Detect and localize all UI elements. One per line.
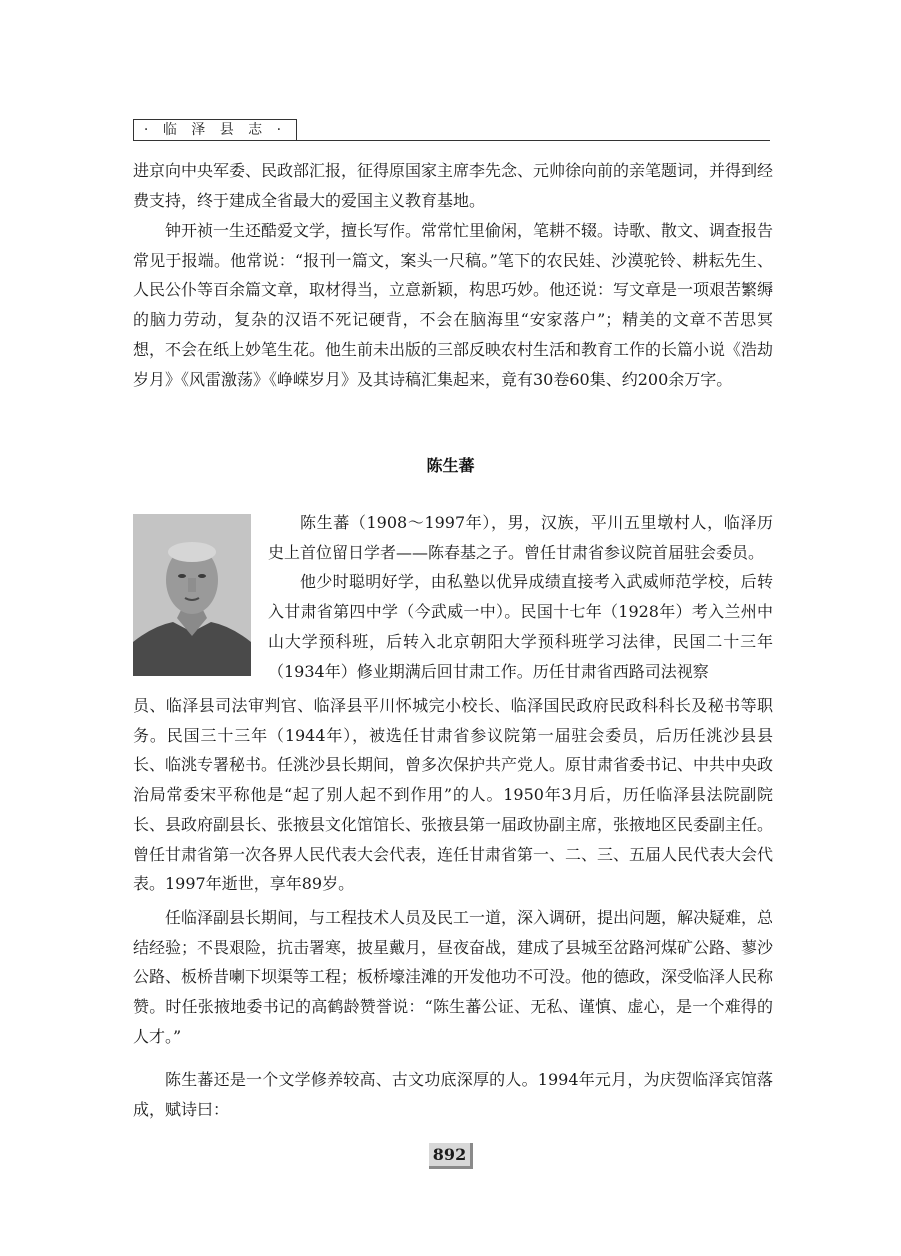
- paragraph-literature: 钟开祯一生还酷爱文学，擅长写作。常常忙里偷闲，笔耕不辍。诗歌、散文、调查报告常见于报端。他常说：“报刊一篇文，案头一尺稿。”笔下的农民娃、沙漠驼铃、耕耘先生、人民公仆等百余篇文章，取材得当，立意新颖，构思巧妙。他还说：写文章是一项艰苦繁缛的脑力劳动，复杂的汉语不死记硬背，不会在脑海里“安家落户”；精美的文章不苦思冥想，不会在纸上妙笔生花。他生前未出版的三部反映农村生活和教育工作的长篇小说《浩劫岁月》《风雷激荡》《峥嵘岁月》及其诗稿汇集起来，竟有30卷60集、约200余万字。: [133, 221, 774, 389]
- portrait-photo: [133, 514, 251, 676]
- biography-paragraph-2-start: 他少时聪明好学，由私塾以优异成绩直接考入武威师范学校，后转入甘肃省第四中学（今武威一中）。民国十七年（1928年）考入兰州中山大学预科班，后转入北京朝阳大学预科班学习法律，民国二十三年（1934年）修业期满后回甘肃工作。历任甘肃省西路司法视察: [268, 572, 773, 681]
- biography-intro: [268, 508, 773, 686]
- running-header-title: · 临 泽 县 志 ·: [133, 119, 297, 141]
- paragraph-literary: 陈生蕃还是一个文学修养较高、古文功底深厚的人。1994年元月，为庆贺临泽宾馆落成，赋诗曰：: [133, 1070, 773, 1119]
- page-number: 892: [429, 1143, 473, 1169]
- portrait-figure-icon: [133, 514, 251, 676]
- section-title: 陈生蕃: [426, 456, 475, 475]
- biography-paragraph-1: 陈生蕃（1908～1997年），男，汉族，平川五里墩村人，临泽历史上首位留日学者——陈春基之子。曾任甘肃省参议院首届驻会委员。: [268, 513, 773, 562]
- biography-paragraph-2-continued: 员、临泽县司法审判官、临泽县平川怀城完小校长、临泽国民政府民政科科长及秘书等职务。民国三十三年（1944年），被选任甘肃省参议院第一届驻会委员，后历任洮沙县县长、临洮专署秘书。任洮沙县长期间，曾多次保护共产党人。原甘肃省委书记、中共中央政治局常委宋平称他是“起了别人起不到作用”的人。1950年3月后，历任临泽县法院副院长、县政府副县长、张掖县文化馆馆长、张掖县第一届政协副主席，张掖地区民委副主任。曾任甘肃省第一次各界人民代表大会代表，连任甘肃省第一、二、三、五届人民代表大会代表。1997年逝世，享年89岁。: [133, 696, 774, 894]
- header-rule: [133, 140, 770, 141]
- paragraph-continued: 进京向中央军委、民政部汇报，征得原国家主席李先念、元帅徐向前的亲笔题词，并得到经费支持，终于建成全省最大的爱国主义教育基地。: [133, 161, 774, 210]
- paragraph-deputy-county-head: 任临泽副县长期间，与工程技术人员及民工一道，深入调研，提出问题，解决疑难，总结经验；不畏艰险，抗击署寒，披星戴月，昼夜奋战，建成了县城至岔路河煤矿公路、蓼沙公路、板桥昔喇下坝渠等工程；板桥壕洼滩的开发他功不可没。他的德政，深受临泽人民称赞。时任张掖地委书记的高鹤龄赞誉说：“陈生蕃公证、无私、谨慎、虚心，是一个难得的人才。”: [133, 908, 774, 1046]
